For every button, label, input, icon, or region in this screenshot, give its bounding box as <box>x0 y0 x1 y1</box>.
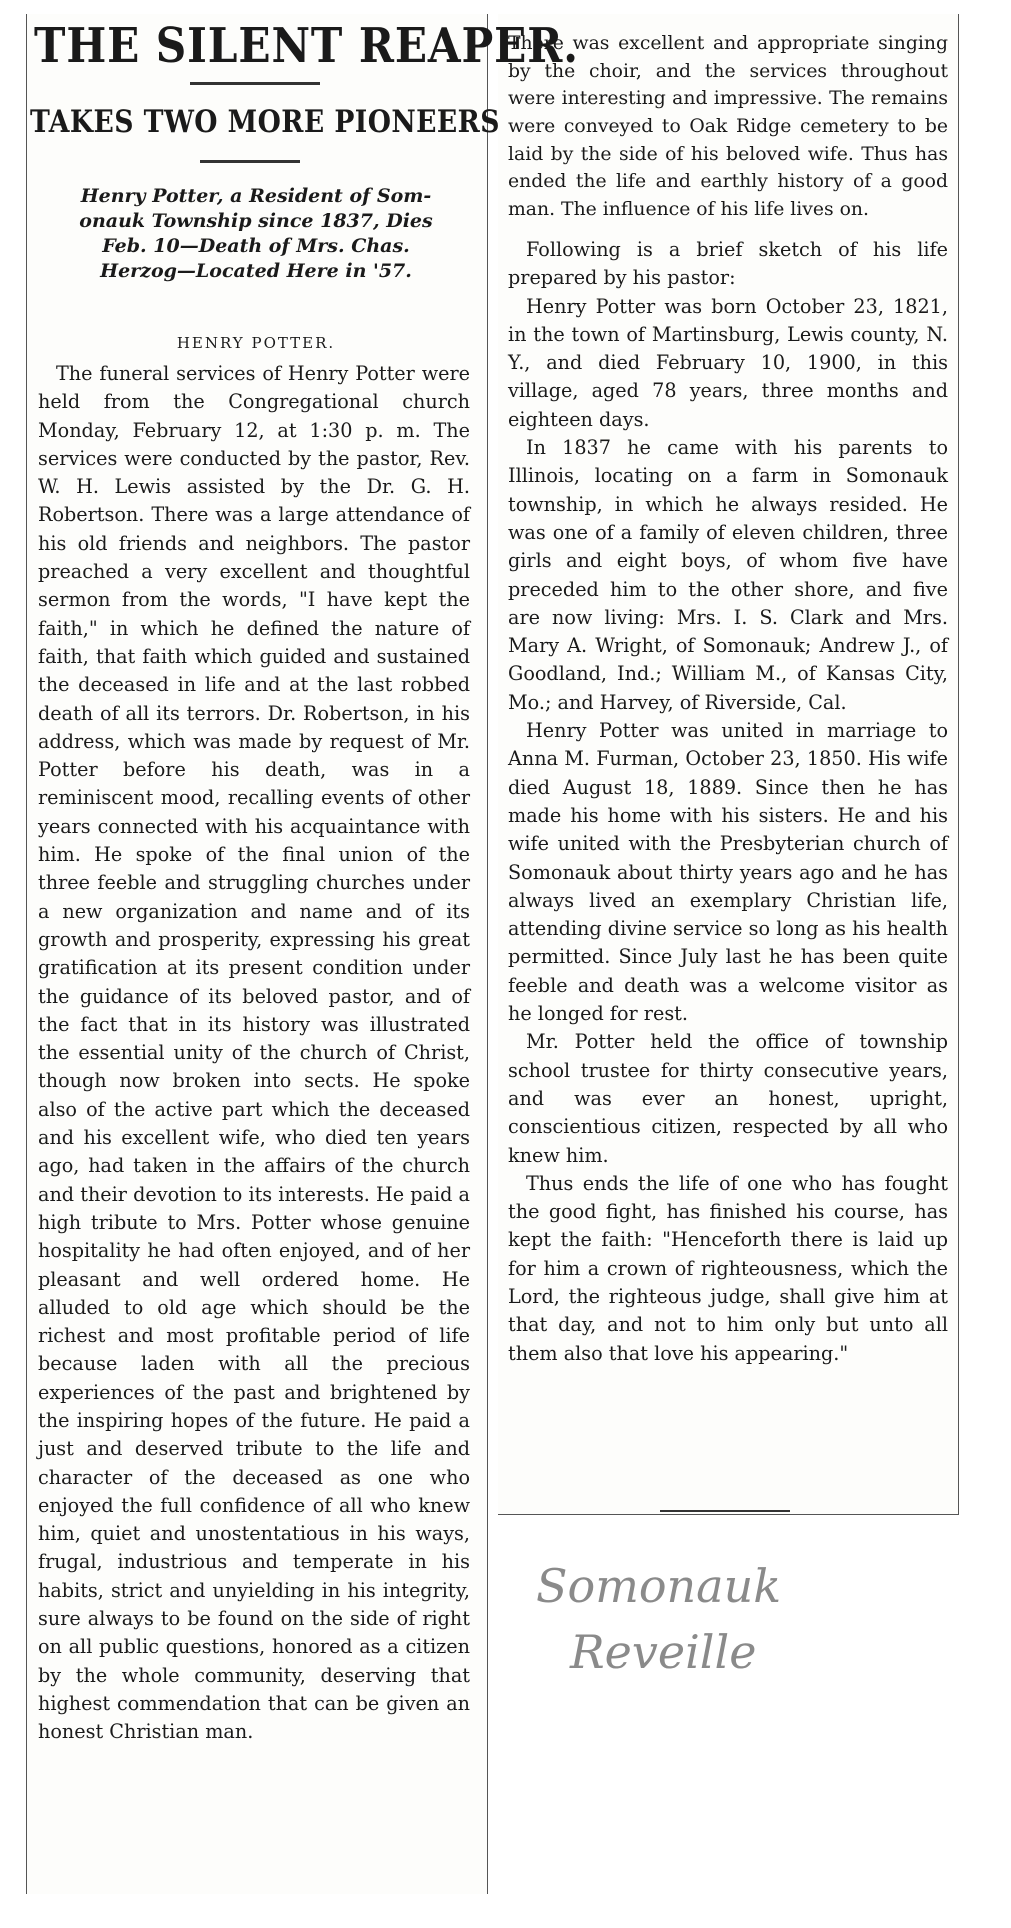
paragraph: In 1837 he came with his parents to Illinois, locating on a farm in Somonauk township, in which he always resided. He was one of a family of eleven children, three girls and eight boys, of whom five have preceded him to the other shore, and five are now living: Mrs. I. S. Clark and Mrs. Mary A. Wright, of Somonauk; Andrew J., of Goodland, Ind.; William M., of Kansas City, Mo.; and Harvey, of Riverside, Cal. <box>508 436 948 714</box>
headline-rule <box>190 82 320 85</box>
section-name: HENRY POTTER. <box>176 334 336 352</box>
paragraph: Following is a brief sketch of his life prepared by his pastor: <box>508 238 948 290</box>
end-rule <box>660 1510 790 1512</box>
handwritten-annotation <box>530 1538 890 1718</box>
deck <box>36 184 476 284</box>
paragraph: Mr. Potter held the office of township school trustee for thirty consecutive years, and was ever an honest, upright, conscientious citizen, respected by all who knew him. <box>508 1030 948 1167</box>
subheadline-rule <box>200 160 300 163</box>
paragraph: Thus ends the life of one who has fought the good fight, has finished his course, has kept the faith: "Henceforth there is laid up for him a crown of righteousness, which the Lord, the righteous judge, shall give him at that day, and not to him only but unto all them also that love his appearing." <box>508 1171 948 1365</box>
paragraph: Henry Potter was united in marriage to Anna M. Furman, October 23, 1850. His wife died August 18, 1889. Since then he has made his home with his sisters. He and his wife united with the Presbyterian church of Somonauk about thirty years ago and he has always lived an exemplary Christian life, attending divine service so long as his health permitted. Since July last he has been quite feeble and death was a welcome visitor as he longed for rest. <box>508 719 948 1026</box>
left-column-body <box>38 360 470 1747</box>
deck-line: Feb. 10—Death of Mrs. Chas. <box>102 235 410 257</box>
right-column-body <box>508 236 948 1368</box>
paragraph: There was excellent and appropriate singing by the choir, and the services throughout were interesting and impressive. The remains were conveyed to Oak Ridge cemetery to be laid by the side of his beloved wife. Thus has ended the life and earthly history of a good man. The influence of his life lives on. <box>508 33 948 220</box>
paragraph: The funeral services of Henry Potter were held from the Congregational church Monday, February 12, at 1:30 p. m. The services were conducted by the pastor, Rev. W. H. Lewis assisted by the Dr. G. H. Robertson. There was a large attendance of his old friends and neighbors. The pastor preached a very excellent and thoughtful sermon from the words, "I have kept the faith," in which he defined the nature of faith, that faith which guided and sustained the deceased in life and at the last robbed death of all its terrors. Dr. Robertson, in his address, which was made by request of Mr. Potter before his death, was in a reminiscent mood, recalling events of other years connected with his acquaintance with him. He spoke of the final union of the three feeble and struggling churches under a new organization and name and of its growth and prosperity, expressing his great gratification at its present condition under the guidance of its beloved pastor, and of the fact that in its history was illustrated the essential unity of the church of Christ, though now broken into sects. He spoke also of the active part which the deceased and his excellent wife, who died ten years ago, had taken in the affairs of the church and their devotion to its interests. He paid a high tribute to Mrs. Potter whose genuine hospitality he had often enjoyed, and of her pleasant and well ordered home. He alluded to old age which should be the richest and most profitable period of life because laden with all the precious experiences of the past and brightened by the inspiring hopes of the future. He paid a just and deserved tribute to the life and character of the deceased as one who enjoyed the full confidence of all who knew him, quiet and unostentatious in his ways, frugal, industrious and temperate in his habits, strict and unyielding in his integrity, sure always to be found on the side of right on all public questions, honored as a citizen by the whole community, deserving that highest commendation that can be given an honest Christian man. <box>38 362 470 1744</box>
annotation-line: Reveille <box>570 1625 757 1679</box>
right-column-top <box>508 30 948 223</box>
headline: THE SILENT REAPER. <box>34 18 579 74</box>
deck-line: Herzog—Located Here in '57. <box>100 260 412 282</box>
annotation-line: Somonauk <box>536 1559 782 1613</box>
deck-line: onauk Township since 1837, Dies <box>79 210 433 232</box>
paragraph: Henry Potter was born October 23, 1821, in the town of Martinsburg, Lewis county, N. Y., and died February 10, 1900, in this village, aged 78 years, three months and eighteen days. <box>508 294 948 431</box>
subheadline: TAKES TWO MORE PIONEERS <box>30 104 500 140</box>
deck-line: Henry Potter, a Resident of Som- <box>80 185 432 207</box>
